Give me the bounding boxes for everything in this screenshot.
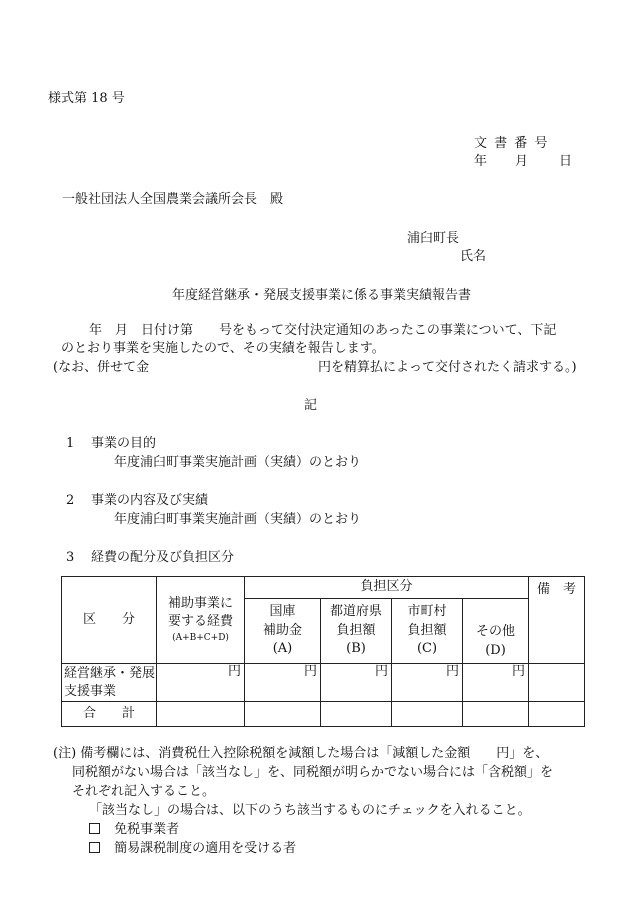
- note-line-2: 同税額がない場合は「該当なし」を、同税額が明らかでない場合には「含税額」を: [72, 765, 554, 780]
- total-cell: [529, 702, 585, 727]
- table-row: [62, 664, 585, 702]
- checkbox-label: 簡易課税制度の適用を受ける者: [114, 841, 297, 856]
- body-line-3-right: 円を精算払によって交付されたく請求する。): [318, 360, 577, 375]
- addressee: 一般社団法人全国農業会議所会長 殿: [62, 192, 284, 207]
- hojo-header: 補助事業に 要する経費 (A+B+C+D): [157, 577, 245, 664]
- document-title: 年度経営継承・発展支援事業に係る事業実績報告書: [172, 288, 472, 303]
- note-line-3: それぞれ記入すること。: [72, 784, 216, 799]
- section-1-detail: 年度浦臼町事業実施計画（実績）のとおり: [114, 455, 362, 470]
- sender-title: 浦臼町長: [407, 231, 460, 246]
- section-1-heading: 事業の目的: [91, 436, 157, 451]
- section-2-detail: 年度浦臼町事業実施計画（実績）のとおり: [114, 512, 362, 527]
- total-cell: [463, 702, 529, 727]
- body-line-1: 年 月 日付け第 号をもって交付決定通知のあったこの事業について、下記: [89, 323, 557, 338]
- date-year-label: 年: [474, 154, 488, 169]
- section-2-heading: 事業の内容及び実績: [91, 493, 209, 508]
- section-3-heading: 経費の配分及び負担区分: [91, 550, 235, 565]
- ki-label: 記: [304, 398, 318, 413]
- sonota-header: その他 (D): [463, 599, 529, 664]
- section-2-number: 2: [66, 493, 75, 508]
- body-line-3-left: (なお、併せて金: [53, 360, 150, 375]
- yen-cell: 円: [245, 664, 321, 702]
- form-number: 様式第 18 号: [48, 91, 125, 106]
- checkbox-item-1: [89, 823, 179, 836]
- row-label: 経営継承・発展 支援事業: [62, 664, 157, 702]
- checkbox-item-2: [89, 842, 296, 855]
- cost-table: [61, 576, 585, 727]
- checkbox[interactable]: [89, 842, 100, 853]
- futan-header: 負担区分: [245, 577, 529, 599]
- total-cell: [157, 702, 245, 727]
- note-line-4: 「該当なし」の場合は、以下のうち該当するものにチェックを入れること。: [89, 803, 531, 818]
- table-row: [62, 702, 585, 727]
- section-1-number: 1: [66, 436, 75, 451]
- shichoson-header: 市町村 負担額 (C): [392, 599, 463, 664]
- checkbox[interactable]: [89, 823, 100, 834]
- note-line-1: (注) 備考欄には、消費税仕入控除税額を減額した場合は「減額した金額 円」を、: [53, 746, 549, 761]
- todofuken-header: 都道府県 負担額 (B): [321, 599, 392, 664]
- document-number-label: 文書番号: [474, 136, 555, 151]
- date-month-label: 月: [515, 154, 529, 169]
- body-line-2: のとおり事業を実施したので、その実績を報告します。: [61, 341, 385, 356]
- date-day-label: 日: [559, 154, 573, 169]
- kubun-header: 区 分: [62, 577, 157, 664]
- yen-cell: 円: [157, 664, 245, 702]
- bikou-cell: [529, 664, 585, 702]
- yen-cell: 円: [463, 664, 529, 702]
- checkbox-label: 免税事業者: [114, 822, 180, 837]
- total-cell: [245, 702, 321, 727]
- total-cell: [321, 702, 392, 727]
- sender-name-label: 氏名: [460, 249, 487, 264]
- total-cell: [392, 702, 463, 727]
- yen-cell: 円: [392, 664, 463, 702]
- section-3-number: 3: [66, 550, 75, 565]
- kokko-header: 国庫 補助金 (A): [245, 599, 321, 664]
- bikou-header: 備 考: [529, 577, 585, 664]
- yen-cell: 円: [321, 664, 392, 702]
- total-label: 合 計: [62, 702, 157, 727]
